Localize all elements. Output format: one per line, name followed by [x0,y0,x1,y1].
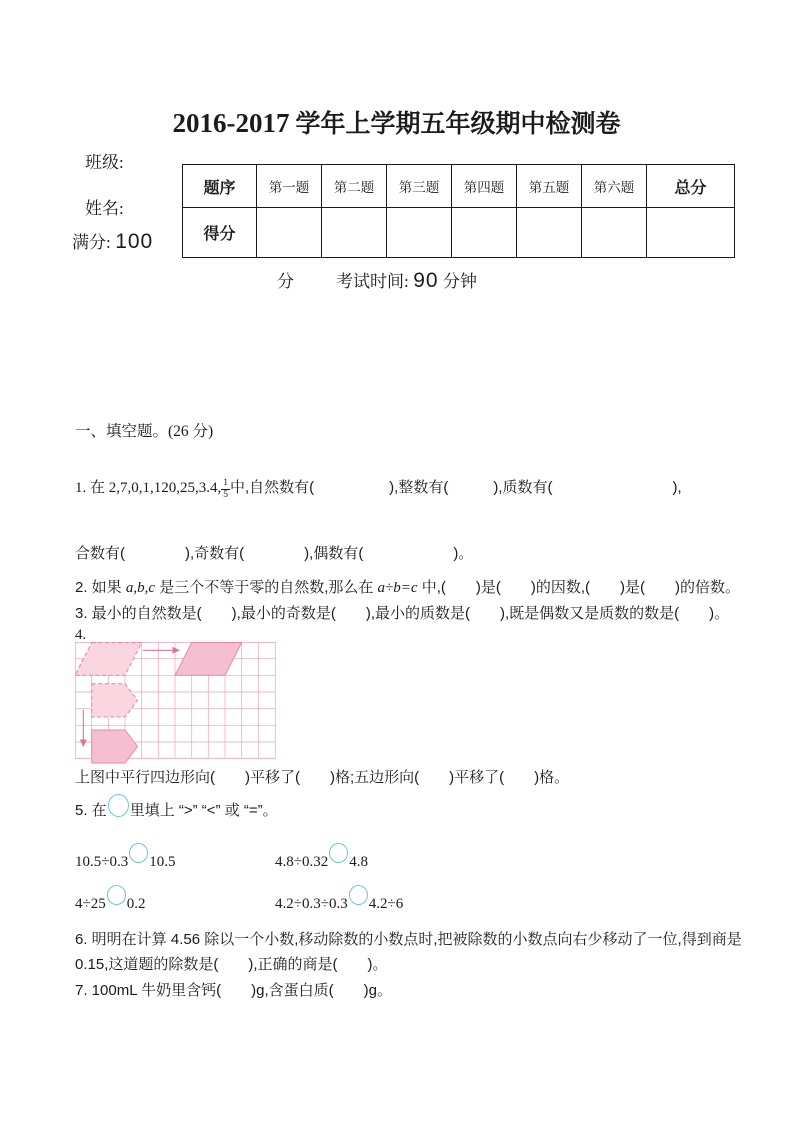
question-5-lead: 5. 在 [75,802,107,819]
question-1-line2: 合数有( ),奇数有( ),偶数有( )。 [75,545,474,562]
translation-grid-figure [75,642,276,766]
fraction-one-fifth [221,479,230,501]
full-score-value: 100 [115,230,154,253]
score-table-col-q5: 第五题 [517,165,582,208]
answer-circle [129,843,148,863]
question-3: 3. 最小的自然数是( ),最小的奇数是( ),最小的质数是( ),既是偶数又是质数的数是( )。 [75,605,730,622]
comparison-item-4 [275,885,403,915]
score-cell-q3 [387,208,452,258]
score-table-total-label: 总分 [647,165,735,208]
question-2 [75,577,740,599]
title-year: 2016-2017 [172,107,290,138]
full-score-label: 满分: [72,233,111,252]
exam-time-unit: 分钟 [443,272,477,291]
comparison-2-left: 4.8÷0.32 [275,854,329,870]
score-cell-q6 [582,208,647,258]
score-table-col-q1: 第一题 [257,165,322,208]
answer-circle [329,843,348,863]
question-5-tail: 里填上 “>” “<” 或 “=”。 [129,802,278,819]
question-2-part1: 2. 如果 [75,579,126,596]
exam-time-line [277,267,477,293]
question-4-number: 4. [75,627,87,643]
question-6-line2: 0.15,这道题的除数是( ),正确的商是( )。 [75,956,388,973]
pentagon-original [92,684,138,717]
question-6-line1: 6. 明明在计算 4.56 除以一个小数,移动除数的小数点时,把被除数的小数点向右少移动了一位,得到商是 [75,931,742,948]
question-2-variables: a,b,c [125,580,156,596]
page-title [0,107,793,140]
question-4-caption: 上图中平行四边形向( )平移了( )格;五边形向( )平移了( )格。 [75,769,570,786]
class-label: 班级: [85,153,124,172]
fraction-numerator: 1 [221,479,230,491]
score-unit: 分 [277,272,294,291]
question-5 [75,794,278,822]
score-table-header-row [183,165,735,208]
parallelogram-translated [175,643,242,676]
score-cell-total [647,208,735,258]
fraction-denominator: 5 [223,490,229,500]
exam-time-label: 考试时间: [336,272,409,291]
name-label: 姓名: [85,199,124,218]
comparison-3-left: 4÷25 [75,896,106,912]
comparison-item-1 [75,843,175,873]
question-7: 7. 100mL 牛奶里含钙( )g,含蛋白质( )g。 [75,982,392,999]
question-1-lead: 1. 在 2,7,0,1,120,25,3.4, [75,480,222,496]
score-row-label: 得分 [183,208,257,258]
answer-circle [349,885,368,905]
score-table-col-q2: 第二题 [322,165,387,208]
arrow-down-icon [80,710,87,747]
score-cell-q1 [257,208,322,258]
answer-circle [108,794,129,817]
question-1 [75,477,682,501]
pentagon-translated [92,730,138,763]
score-table-col-q3: 第三题 [387,165,452,208]
question-2-equation: a÷b=c [377,580,418,596]
score-cell-q4 [452,208,517,258]
comparison-2-right: 4.8 [349,854,368,870]
title-text: 学年上学期五年级期中检测卷 [295,109,621,138]
question-2-part2: 是三个不等于零的自然数,那么在 [155,579,378,596]
section-one-heading: 一、填空题。(26 分) [75,423,214,440]
comparison-4-left: 4.2÷0.3÷0.3 [275,896,348,912]
score-cell-q5 [517,208,582,258]
score-table-score-row [183,208,735,258]
comparison-item-3 [75,885,145,915]
comparison-1-right: 10.5 [149,854,176,870]
parallelogram-original [75,643,142,676]
full-score [72,228,153,254]
exam-time-value: 90 [413,269,439,292]
comparison-4-right: 4.2÷6 [368,896,404,912]
score-table-col-q6: 第六题 [582,165,647,208]
comparison-1-left: 10.5÷0.3 [75,854,129,870]
answer-circle [107,885,126,905]
comparison-3-right: 0.2 [126,896,146,912]
question-1-tail: 中,自然数有( ),整数有( ),质数有( ), [230,479,682,496]
score-table-col-q4: 第四题 [452,165,517,208]
score-cell-q2 [322,208,387,258]
arrow-right-icon [143,647,180,654]
question-2-part3: 中,( )是( )的因数,( )是( )的倍数。 [417,579,741,596]
comparison-item-2 [275,843,368,873]
score-table-corner-label: 题序 [183,165,257,208]
score-table [182,164,735,258]
